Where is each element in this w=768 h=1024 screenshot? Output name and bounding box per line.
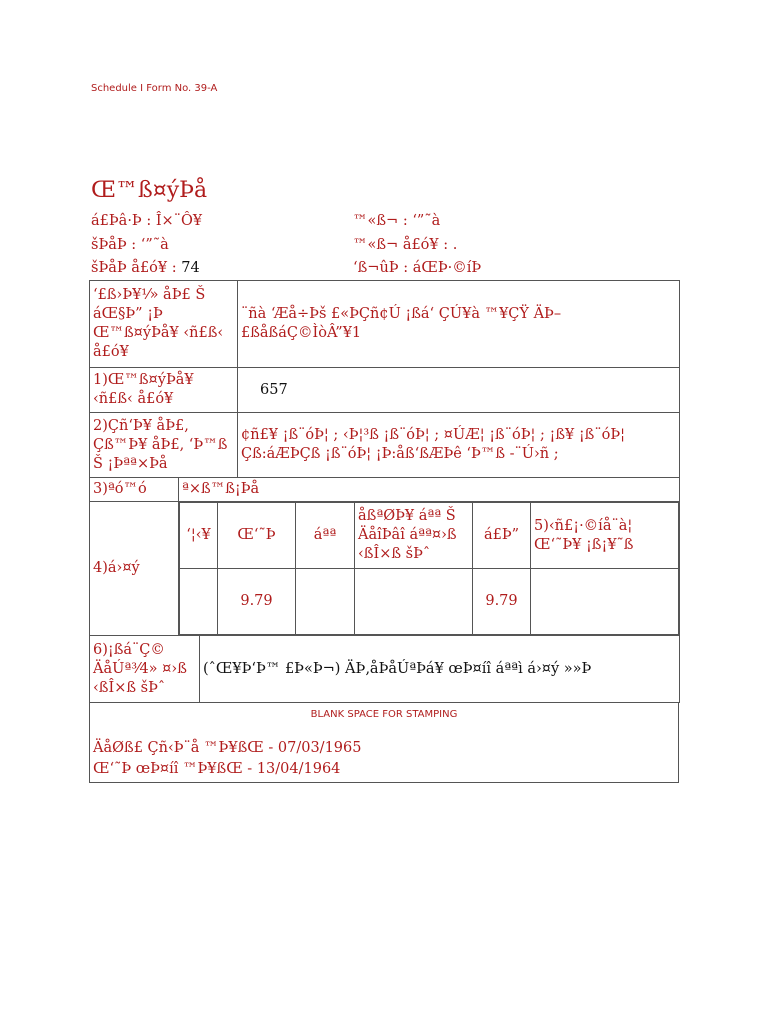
subtable-value [531, 569, 679, 635]
subtable-value [180, 569, 218, 635]
row-label: 4)á›¤ý [90, 502, 179, 636]
row-label: 1)Œ™ß¤ýÞå¥ ‹ñ£ß‹ å£ó¥ [90, 368, 238, 413]
subtable-value: 9.79 [218, 569, 296, 635]
meta-value: ‘”˜à [140, 237, 169, 253]
meta-value: áŒÞ·©íÞ [412, 260, 482, 276]
meta-value: Î×¨Ô¥ [155, 213, 203, 229]
subtable-value [355, 569, 473, 635]
subtable-value [296, 569, 355, 635]
table-row [90, 281, 680, 368]
table-row [90, 636, 680, 703]
table-row [90, 368, 680, 413]
row-label: 3)ªó™ó [90, 478, 179, 502]
meta-label: ‘ß¬ûÞ : [353, 260, 409, 276]
meta-value: 74 [181, 260, 200, 276]
meta-left-1 [91, 236, 169, 254]
stamp-area [90, 703, 679, 783]
row-label: 6)¡ßá¨Ç© ÄåÚª³⁄4» ¤›ß ‹ßÎ×ß šÞˆ [90, 636, 200, 703]
meta-value: . [452, 237, 458, 253]
meta-label: šÞåÞ : [91, 237, 137, 253]
date-value: 07/03/1965 [277, 740, 362, 756]
meta-right-1 [353, 236, 457, 254]
row-value: ¢ñ£¥ ¡ß¨óÞ¦ ; ‹Þ¦³ß ¡ß¨óÞ¦ ; ¤ÚÆ¦ ¡ß¨óÞ¦ ; ¡ß¥ ¡ß¨óÞ¦ Çß:áÆÞÇß ¡ß¨óÞ¦ ¡Þ:åß‘ßÆÞê ‘Þ™ß -¨Ú›ñ ; [238, 413, 680, 478]
meta-left-0 [91, 212, 202, 230]
subtable-header: Œ‘˜Þ [218, 503, 296, 569]
meta-label: šÞåÞ å£ó¥ : [91, 260, 177, 276]
date-value: 13/04/1964 [256, 761, 341, 777]
row-value: ª×ß™ß¡Þå [179, 478, 680, 502]
subtable-header: åßªØÞ¥ áªª Š ÄåîÞâî áªª¤›ß ‹ßÎ×ß šÞˆ [355, 503, 473, 569]
schedule-form-number: Schedule I Form No. 39-A [91, 83, 218, 94]
subtable-header: á£Þ” [473, 503, 531, 569]
subtable-value: 9.79 [473, 569, 531, 635]
row-value: ¨ñà ‘Æå÷Þš £«ÞÇñ¢Ú ¡ßá‘ ÇÚ¥à ™¥ÇŸ ÄÞ–£ßåßáÇ©ÌòÂ”¥1 [238, 281, 680, 368]
table-row [90, 413, 680, 478]
subtable-header: áªª [296, 503, 355, 569]
meta-label: á£Þâ·Þ : [91, 213, 152, 229]
subtable-header: ‘¦‹¥ [180, 503, 218, 569]
date-label: ÄåØß£ Çñ‹Þ¨å ™Þ¥ßŒ - [93, 740, 274, 756]
date-line [93, 738, 675, 759]
row-label: ‘£ß›Þ¥¹⁄» åÞ£ Š áŒ§Þ” ¡Þ Œ™ß¤ýÞå¥ ‹ñ£ß‹ å£ó¥ [90, 281, 238, 368]
table-row [90, 502, 680, 636]
row-value: (ˆŒ¥Þ‘Þ™ £Þ«Þ¬) ÄÞ‚åÞåÚªÞá¥ œÞ¤íî áªªì á›¤ý »»Þ [200, 636, 680, 703]
meta-left-2 [91, 259, 200, 277]
meta-label: ™«ß¬ å£ó¥ : [353, 237, 449, 253]
document-title: Œ™ß¤ýÞå [91, 178, 208, 203]
measurement-subtable-cell [179, 502, 680, 636]
meta-value: ‘”˜à [412, 213, 441, 229]
meta-right-0 [353, 212, 440, 230]
meta-right-2 [353, 259, 481, 277]
date-label: Œ‘˜Þ œÞ¤íî ™Þ¥ßŒ - [93, 761, 253, 777]
record-table [89, 280, 679, 777]
row-value: 657 [238, 368, 680, 413]
meta-label: ™«ß¬ : [353, 213, 408, 229]
table-row [90, 478, 680, 502]
subtable-header: 5)‹ñ£¡·©íå¨à¦ Œ‘˜Þ¥ ¡ß¡¥˜ß [531, 503, 679, 569]
stamp-label: BLANK SPACE FOR STAMPING [310, 709, 458, 720]
date-line [93, 759, 675, 780]
row-label: 2)Çñ‘Þ¥ åÞ£, Çß™Þ¥ åÞ£, ‘Þ™ß Š ¡Þªª×Þå [90, 413, 238, 478]
